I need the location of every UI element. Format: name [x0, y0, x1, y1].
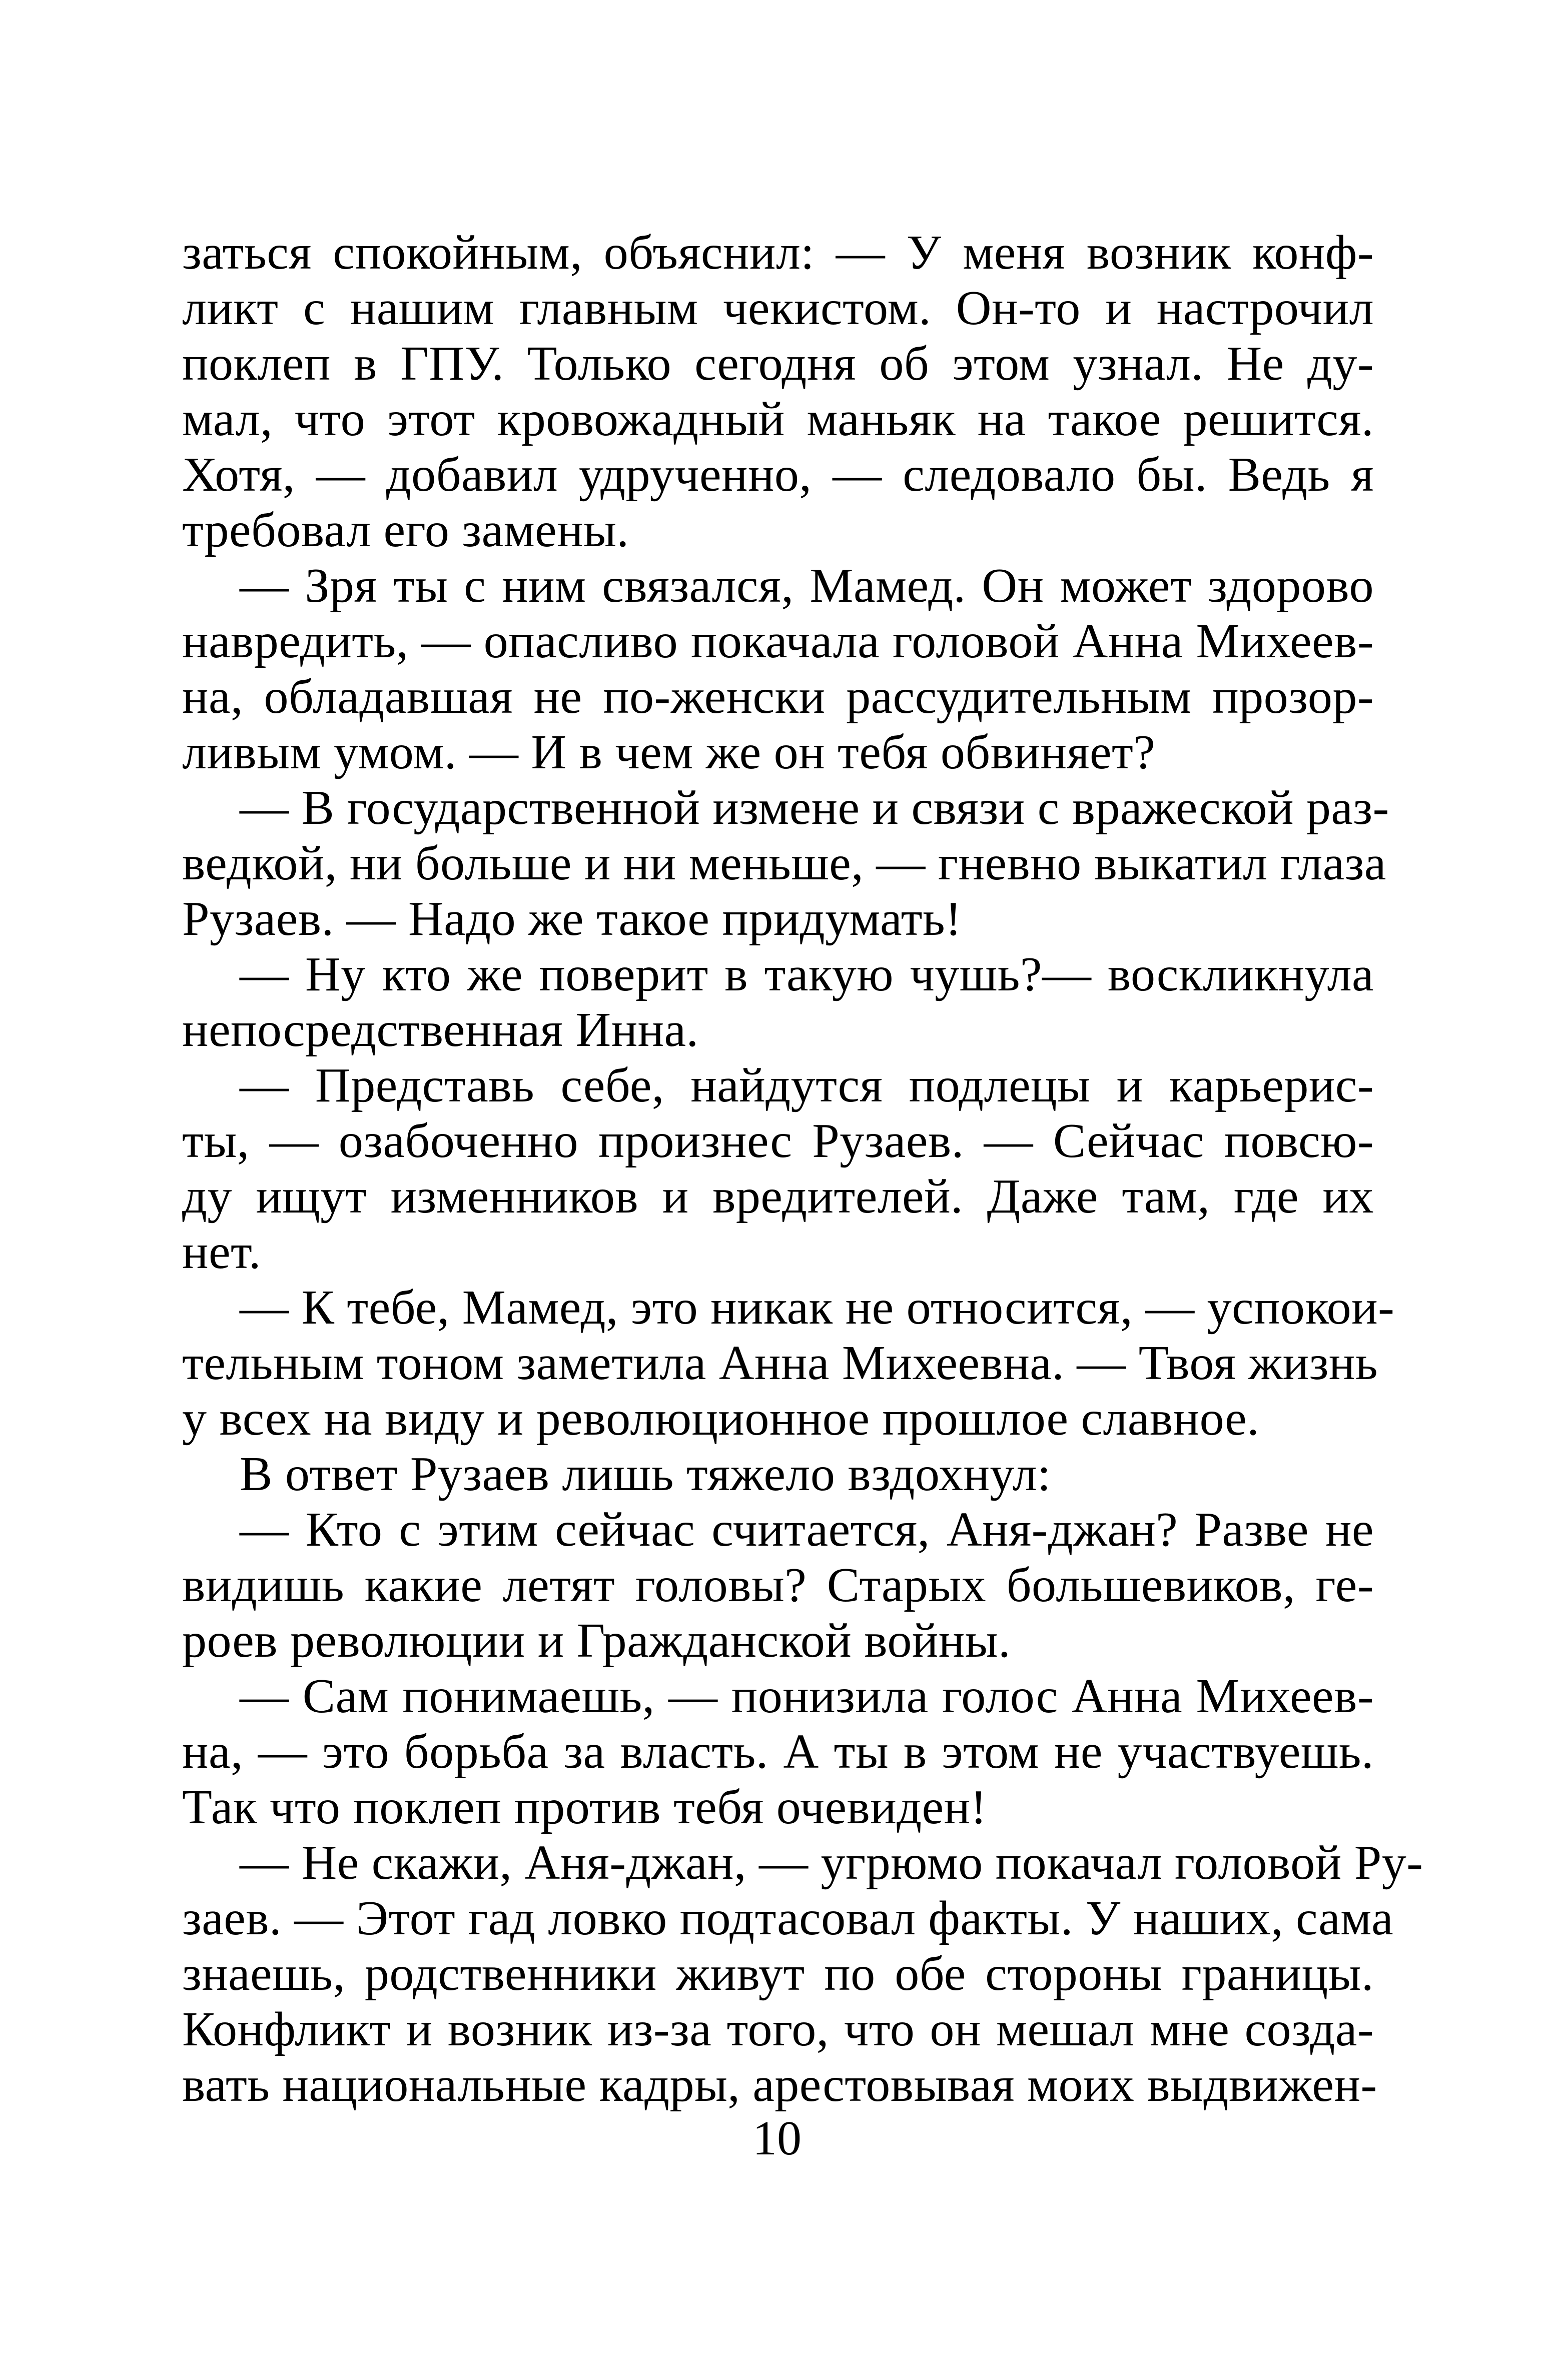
text-line: Конфликт и возник из-за того, что он мешал мне созда-	[182, 2002, 1374, 2056]
text-line: ведкой, ни больше и ни меньше, — гневно выкатил глаза	[182, 836, 1386, 890]
text-line: Рузаев. — Надо же такое придумать!	[182, 892, 962, 946]
text-line: — Не скажи, Аня-джан, — угрюмо покачал головой Ру-	[240, 1836, 1423, 1890]
text-line: ливым умом. — И в чем же он тебя обвиняет?	[182, 725, 1156, 779]
text-line: — Кто с этим сейчас считается, Аня-джан? Разве не	[240, 1503, 1374, 1557]
text-line: тельным тоном заметила Анна Михеевна. — Твоя жизнь	[182, 1336, 1378, 1390]
text-line: — Сам понимаешь, — понизила голос Анна Михеев-	[240, 1669, 1374, 1723]
text-line: В ответ Рузаев лишь тяжело вздохнул:	[240, 1447, 1051, 1501]
text-line: видишь какие летят головы? Старых большевиков, ге-	[182, 1558, 1374, 1612]
text-line: заев. — Этот гад ловко подтасовал факты. У наших, сама	[182, 1891, 1394, 1945]
text-line: на, — это борьба за власть. А ты в этом не участвуешь.	[182, 1725, 1374, 1779]
text-line: у всех на виду и революционное прошлое славное.	[182, 1392, 1260, 1446]
body-text	[182, 225, 1423, 2113]
text-line: нет.	[182, 1225, 261, 1279]
text-line: роев революции и Гражданской войны.	[182, 1614, 1011, 1668]
text-line: требовал его замены.	[182, 503, 629, 557]
page-number: 10	[752, 2111, 802, 2165]
text-line: — Зря ты с ним связался, Мамед. Он может здорово	[240, 559, 1374, 613]
text-line: непосредственная Инна.	[182, 1003, 699, 1057]
text-line: поклеп в ГПУ. Только сегодня об этом узнал. Не ду-	[182, 337, 1374, 391]
text-line: ду ищут изменников и вредителей. Даже там, где их	[182, 1169, 1374, 1224]
text-line: вать национальные кадры, арестовывая моих выдвижен-	[182, 2058, 1377, 2112]
text-line: на, обладавшая не по-женски рассудительным прозор-	[182, 670, 1374, 724]
text-line: Хотя, — добавил удрученно, — следовало бы. Ведь я	[182, 448, 1374, 502]
text-line: мал, что этот кровожадный маньяк на такое решится.	[182, 392, 1374, 446]
text-line: ликт с нашим главным чекистом. Он-то и настрочил	[182, 281, 1374, 335]
text-line: ты, — озабоченно произнес Рузаев. — Сейчас повсю-	[182, 1114, 1374, 1168]
text-line: — Представь себе, найдутся подлецы и карьерис-	[240, 1058, 1374, 1112]
text-line: навредить, — опасливо покачала головой Анна Михеев-	[182, 614, 1374, 668]
text-line: знаешь, родственники живут по обе стороны границы.	[182, 1947, 1374, 2001]
text-line: Так что поклеп против тебя очевиден!	[182, 1780, 987, 1834]
text-line: — К тебе, Мамед, это никак не относится, — успокои-	[240, 1281, 1395, 1335]
text-line: — Ну кто же поверит в такую чушь?— воскликнула	[240, 947, 1374, 1001]
text-line: заться спокойным, объяснил: — У меня возник конф-	[182, 226, 1374, 280]
text-line: — В государственной измене и связи с вражеской раз-	[240, 781, 1389, 835]
